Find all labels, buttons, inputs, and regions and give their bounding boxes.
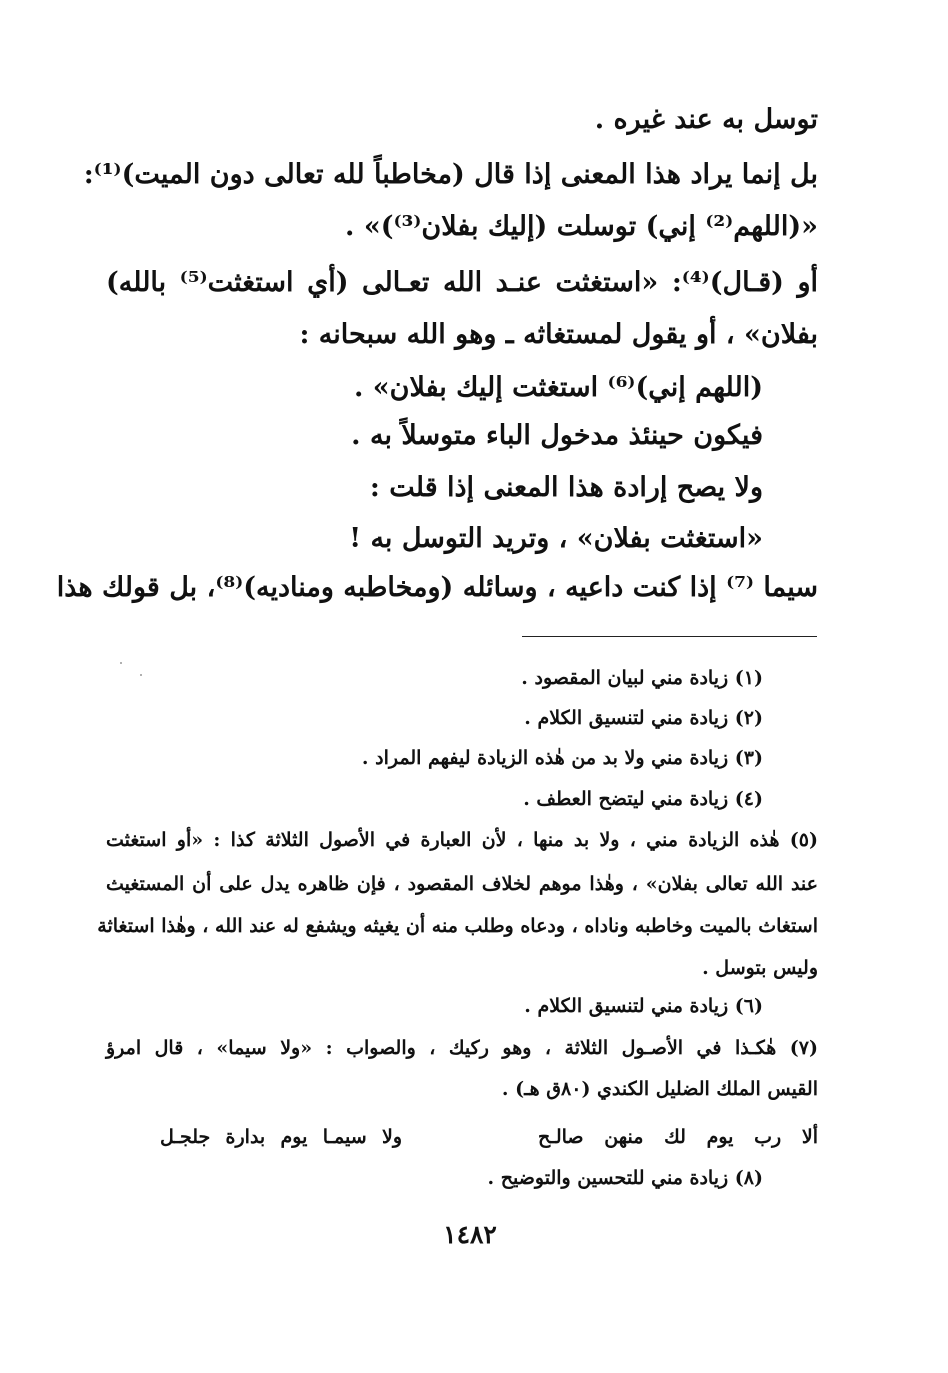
footnote-8: (٨) زيادة مني للتحسين والتوضيح .	[487, 1167, 763, 1189]
footnote-separator	[522, 636, 817, 637]
footnote-5-line-4: وليس بتوسل .	[702, 957, 818, 979]
body-line-6: (اللهم إني)⁽⁶⁾ استغثت إليك بفلان» .	[353, 372, 763, 403]
body-line-7: فيكون حينئذ مدخول الباء متوسلاً به .	[351, 420, 763, 451]
footnote-5-line-3: استغاث بالميت وخاطبه وناداه ، ودعاه وطلب منه أن يغيثه ويشفع له عند الله ، وهٰذا استغاثة	[97, 915, 818, 937]
footnote-6: (٦) زيادة مني لتنسيق الكلام .	[524, 995, 763, 1017]
body-line-9: «استغثت بفلان» ، وتريد التوسل به !	[349, 523, 763, 554]
footnote-7-line-1: (٧) هٰكـذا في الأصـول الثلاثة ، وهو ركيك ، والصواب : «ولا سيما» ، قال امرؤ	[106, 1037, 818, 1059]
footnote-1: (١) زيادة مني لبيان المقصود .	[521, 667, 763, 689]
body-line-5: بفلان» ، أو يقول لمستغاثه ـ وهو الله سبحانه :	[299, 319, 818, 350]
scan-speck	[140, 674, 142, 676]
body-line-8: ولا يصح إرادة هذا المعنى إذا قلت :	[369, 472, 763, 503]
page-number: ١٤٨٢	[443, 1220, 497, 1249]
footnote-2: (٢) زيادة مني لتنسيق الكلام .	[524, 707, 763, 729]
footnote-4: (٤) زيادة مني ليتضح العطف .	[523, 788, 763, 810]
footnote-7-line-2: القيس الملك الضليل الكندي (٨٠ق هـ) .	[501, 1078, 818, 1100]
verse-first-hemistich: ألا رب يوم لك منهن صالـح	[538, 1126, 818, 1148]
footnote-5-line-2: عند الله تعالى بفلان» ، وهٰذا موهم لخلاف المقصود ، فإن ظاهره يدل على أن المستغيث	[106, 873, 818, 895]
body-line-1: توسل به عند غيره .	[594, 104, 818, 135]
verse-second-hemistich: ولا سيمـا يوم بدارة جلجـل	[160, 1126, 402, 1148]
body-line-3: «(اللهم⁽²⁾ إني) توسلت (إليك بفلان⁽³⁾)» .	[345, 211, 818, 242]
body-line-10: سيما ⁽⁷⁾ إذا كنت داعيه ، وسائله (ومخاطبه ومناديه)⁽⁸⁾، بل قولك هذا	[56, 572, 818, 603]
footnote-5-line-1: (٥) هٰذه الزيادة مني ، ولا بد منها ، لأن العبارة في الأصول الثلاثة كذا : «أو استغثت	[106, 829, 818, 851]
body-line-4: أو (قـال)⁽⁴⁾: «استغثت عنـد الله تعـالى (أي استغثت⁽⁵⁾ بالله)	[106, 267, 818, 298]
footnote-3: (٣) زيادة مني ولا بد من هٰذه الزيادة ليفهم المراد .	[361, 747, 763, 769]
body-line-2: بل إنما يراد هذا المعنى إذا قال (مخاطباً لله تعالى دون الميت)⁽¹⁾:	[83, 159, 818, 190]
scan-speck	[120, 662, 122, 664]
